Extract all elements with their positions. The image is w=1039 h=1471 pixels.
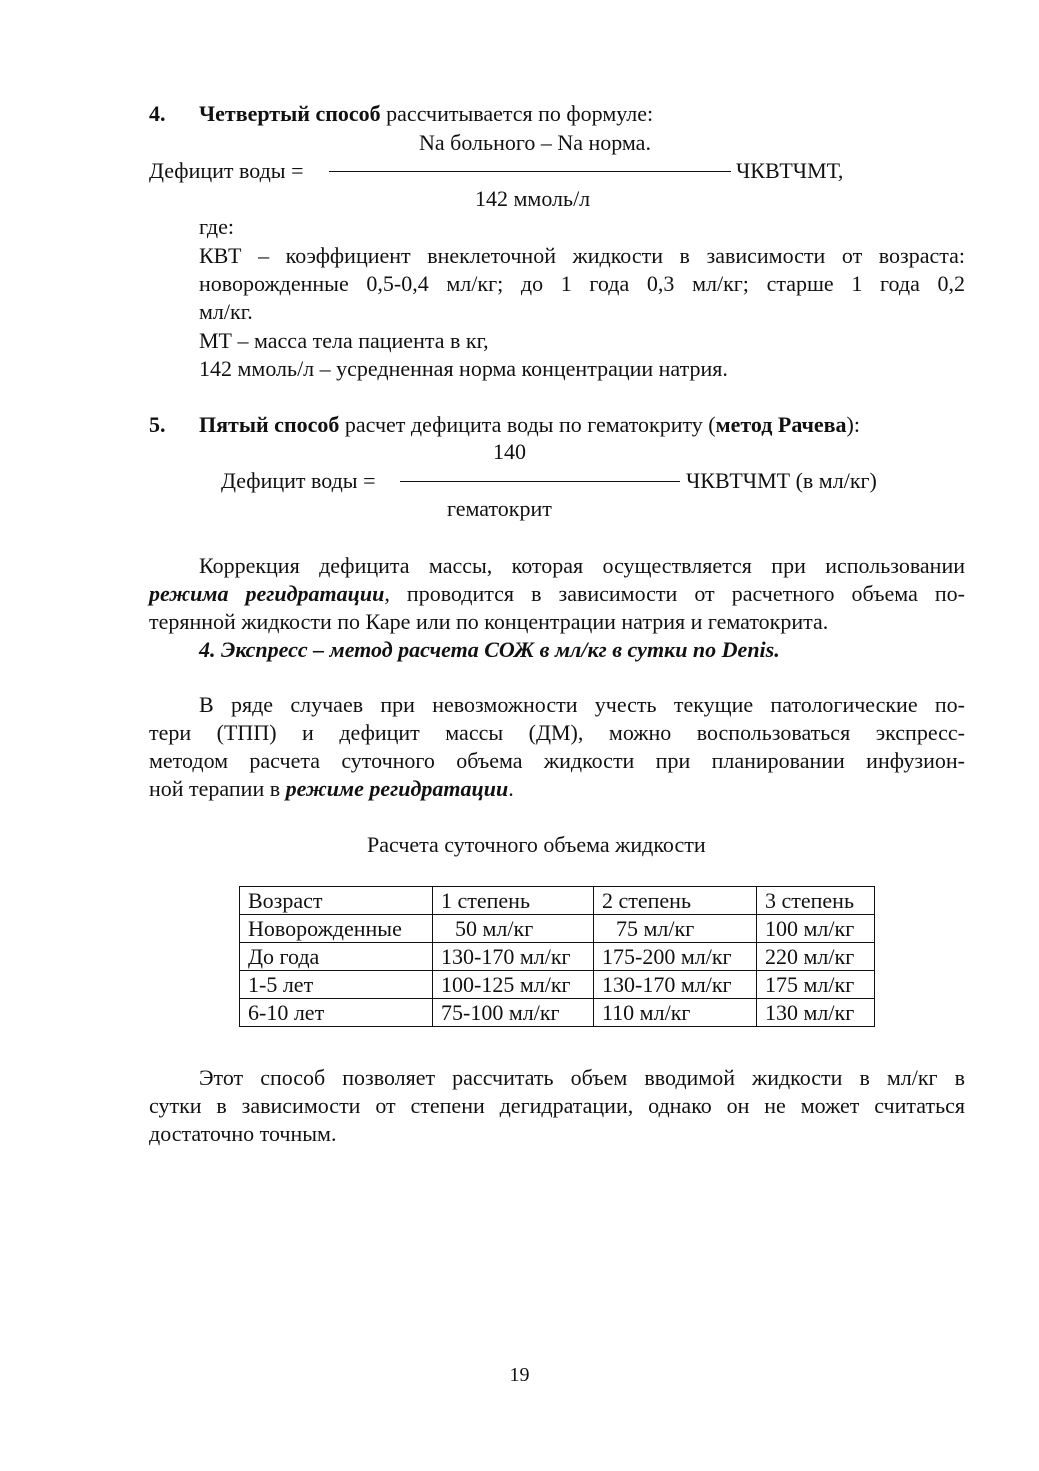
table-cell: 6-10 лет <box>240 999 433 1027</box>
express-emphasis: режиме регидратации <box>285 776 509 801</box>
table-cell: 130-170 мл/кг <box>594 971 757 999</box>
method5-numerator: 140 <box>493 439 526 464</box>
table-header-row <box>240 887 875 915</box>
table-cell: 110 мл/кг <box>594 999 757 1027</box>
express-line-2: тери (ТПП) и дефицит массы (ДМ), можно воспользоваться экспресс- <box>149 720 965 745</box>
table-cell: 100 мл/кг <box>757 915 875 943</box>
express-line-4-end: . <box>508 776 514 801</box>
table-caption: Расчета суточного объема жидкости <box>367 832 706 857</box>
table-cell: До года <box>240 943 433 971</box>
method5-title-mid: расчет дефицита воды по гематокриту ( <box>339 412 716 437</box>
method4-title-rest: рассчитывается по формуле: <box>380 101 654 126</box>
table-cell: 75-100 мл/кг <box>433 999 594 1027</box>
express-line-1: В ряде случаев при невозможности учесть текущие патологические по- <box>199 692 965 717</box>
table-row <box>240 943 875 971</box>
express-heading: 4. Экспресс – метод расчета СОЖ в мл/кг в сутки по Denis. <box>199 637 780 662</box>
method4-kvt-line-2: новорожденные 0,5-0,4 мл/кг; до 1 года 0,3 мл/кг; старше 1 года 0,2 <box>199 271 965 296</box>
table-header-cell: 1 степень <box>433 887 594 915</box>
method5-heading <box>149 411 166 439</box>
table-cell: Новорожденные <box>240 915 433 943</box>
correction-line-2-rest: , проводится в зависимости от расчетного объема по- <box>384 581 965 606</box>
closing-line-2: сутки в зависимости от степени дегидратации, однако он не может считаться <box>149 1093 965 1118</box>
table-row <box>240 915 875 943</box>
method4-number: 4. <box>149 101 166 126</box>
closing-line-1: Этот способ позволяет рассчитать объем вводимой жидкости в мл/кг в <box>199 1065 965 1090</box>
table-cell: 130 мл/кг <box>757 999 875 1027</box>
table-header-cell: 3 степень <box>757 887 875 915</box>
table-row <box>240 971 875 999</box>
table-cell: 50 мл/кг <box>433 915 594 943</box>
table-cell: 175-200 мл/кг <box>594 943 757 971</box>
table-cell: 1-5 лет <box>240 971 433 999</box>
method5-lhs: Дефицит воды = <box>221 468 376 493</box>
table-cell: 130-170 мл/кг <box>433 943 594 971</box>
express-line-3: методом расчета суточного объема жидкости при планировании инфузион- <box>149 748 965 773</box>
table-cell: 75 мл/кг <box>594 915 757 943</box>
method4-kvt-line-3: мл/кг. <box>199 299 253 324</box>
correction-line-3: терянной жидкости по Каре или по концентрации натрия и гематокрита. <box>149 609 829 634</box>
method4-lhs: Дефицит воды = <box>149 158 304 183</box>
method4-norm-line: 142 ммоль/л – усредненная норма концентрации натрия. <box>199 356 728 381</box>
method5-title: Пятый способ <box>199 412 340 437</box>
table-header-cell: Возраст <box>240 887 433 915</box>
table-cell: 100-125 мл/кг <box>433 971 594 999</box>
correction-emphasis: режима регидратации <box>149 581 385 606</box>
method5-fraction-bar <box>400 481 680 482</box>
method4-heading <box>149 100 166 128</box>
closing-line-3: достаточно точным. <box>149 1121 337 1146</box>
method5-title-line <box>199 411 860 439</box>
table-row <box>240 999 875 1027</box>
method4-title-line <box>199 100 653 128</box>
method4-fraction-bar <box>329 171 731 172</box>
page-number: 19 <box>509 1364 530 1386</box>
table-cell: 220 мл/кг <box>757 943 875 971</box>
method4-where: где: <box>199 214 234 239</box>
fluid-volume-table <box>239 886 875 1027</box>
table-header-cell: 2 степень <box>594 887 757 915</box>
method5-denominator: гематокрит <box>447 496 552 521</box>
correction-line-2 <box>149 580 965 608</box>
method5-method-name: метод Рачева <box>715 412 847 437</box>
method4-mt-line: МТ – масса тела пациента в кг, <box>199 328 489 353</box>
method4-title: Четвертый способ <box>199 101 381 126</box>
method4-denominator: 142 ммоль/л <box>475 186 591 211</box>
express-line-4-start: ной терапии в <box>149 776 286 801</box>
correction-line-1: Коррекция дефицита массы, которая осуществляется при использовании <box>199 553 965 578</box>
method5-rhs: ЧКВТЧМТ (в мл/кг) <box>686 468 877 493</box>
method4-kvt-line-1: КВТ – коэффициент внеклеточной жидкости в зависимости от возраста: <box>199 243 965 268</box>
method5-title-end: ): <box>846 412 860 437</box>
express-line-4 <box>149 775 514 803</box>
method5-number: 5. <box>149 412 166 437</box>
table-cell: 175 мл/кг <box>757 971 875 999</box>
method4-rhs: ЧКВТЧМТ, <box>736 158 844 183</box>
method4-numerator: Na больного – Na норма. <box>419 130 651 155</box>
